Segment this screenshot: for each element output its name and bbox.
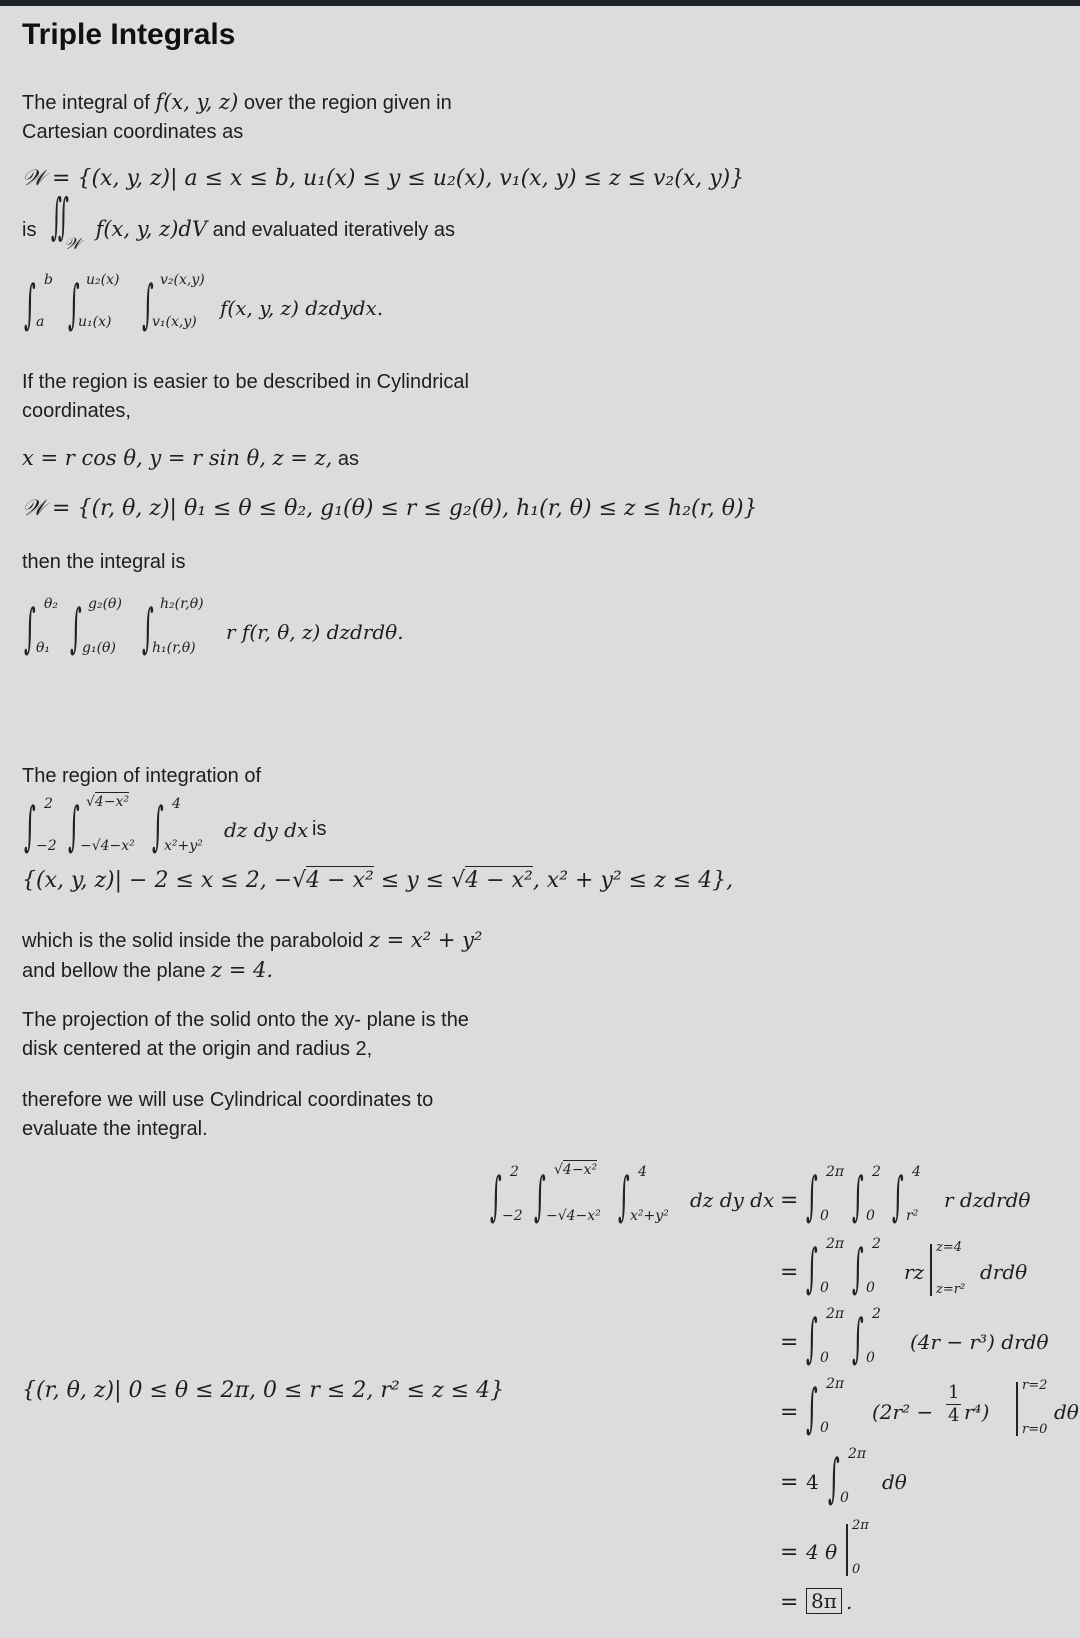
integral-sign: ∫	[141, 274, 154, 337]
lower-limit: v₁(x,y)	[152, 314, 197, 330]
derivation-step-1	[780, 1164, 1076, 1236]
integral-sign: ∫	[23, 598, 36, 661]
projection-line: The projection of the solid onto the xy- plane is the	[22, 1009, 469, 1031]
upper-limit: 2	[44, 796, 53, 812]
intro-function: f(x, y, z)	[155, 90, 239, 114]
upper-limit: 4	[912, 1164, 921, 1180]
eval-upper: r=2	[1022, 1378, 1048, 1393]
upper-limit: g₂(θ)	[88, 596, 122, 612]
integral-sign: ∫	[827, 1448, 840, 1511]
upper-limit: 2π	[826, 1164, 845, 1180]
radicand: 4−x²	[562, 1162, 598, 1178]
eval-upper: 2π	[852, 1518, 869, 1533]
integrand: r dzdrdθ	[944, 1188, 1031, 1212]
lower-limit: h₁(r,θ)	[152, 640, 196, 656]
equals-sign: =	[780, 1470, 799, 1495]
solid-text: which is the solid inside the paraboloid	[22, 930, 364, 952]
integral-sign: ∫	[67, 274, 80, 337]
differentials: dz dy dx	[224, 818, 309, 842]
upper-limit: u₂(x)	[86, 272, 120, 288]
lower-limit: a	[36, 314, 45, 330]
integral-sign: ∫	[23, 274, 36, 337]
integral-sign: ∫	[851, 1166, 864, 1229]
lower-limit: x²+y²	[630, 1208, 669, 1224]
equals-sign: =	[780, 1400, 799, 1425]
upper-limit: 2	[872, 1306, 881, 1322]
derivation-step-6	[780, 1516, 980, 1588]
differentials: dz dy dx	[690, 1188, 775, 1212]
upper-limit: 2	[510, 1164, 519, 1180]
integrand: r f(r, θ, z) dzdrdθ.	[226, 620, 404, 644]
therefore-line: therefore we will use Cylindrical coordinates to	[22, 1089, 434, 1111]
evaluation-bar	[846, 1524, 848, 1576]
derivation-lhs	[488, 1164, 788, 1236]
projection-line: disk centered at the origin and radius 2,	[22, 1038, 373, 1060]
solid-description	[22, 926, 482, 986]
upper-limit: √4−x²	[86, 794, 130, 810]
region-cartesian-eq: 𝒲 = {(x, y, z)| a ≤ x ≤ b, u₁(x) ≤ y ≤ u₂(x), v₁(x, y) ≤ z ≤ v₂(x, y)}	[22, 166, 745, 191]
upper-limit: 4	[638, 1164, 647, 1180]
upper-limit: 2	[872, 1236, 881, 1252]
region-cylindrical-eq: 𝒲 = {(r, θ, z)| θ₁ ≤ θ ≤ θ₂, g₁(θ) ≤ r ≤ g₂(θ), h₁(r, θ) ≤ z ≤ h₂(r, θ)}	[22, 496, 758, 521]
intro-text-2: over the region given in	[243, 92, 452, 114]
lower-limit: g₁(θ)	[82, 640, 116, 656]
integral-sign: ∫	[617, 1166, 630, 1229]
equals-sign: =	[780, 1330, 799, 1355]
derivation-step-7	[780, 1586, 980, 1626]
is-line-post: and evaluated iteratively as	[212, 219, 455, 241]
lower-limit: −2	[502, 1208, 523, 1224]
example-intro: The region of integration of	[22, 765, 262, 787]
integral-sign: ∫	[141, 598, 154, 661]
upper-limit: 2	[872, 1164, 881, 1180]
upper-limit: 2π	[826, 1306, 845, 1322]
upper-limit: 2π	[826, 1376, 845, 1392]
lower-limit: 0	[820, 1420, 829, 1436]
integral-sign: ∫	[151, 796, 164, 859]
eval-lower: z=r²	[936, 1282, 966, 1297]
intro-text-3: Cartesian coordinates as	[22, 121, 244, 143]
integral-sign: ∫	[851, 1308, 864, 1371]
differentials: dθ	[1054, 1400, 1079, 1424]
integral-sign: ∫	[805, 1378, 818, 1441]
lower-limit: r²	[906, 1208, 919, 1224]
integral-sign: ∫	[69, 598, 82, 661]
expression: r⁴)	[964, 1400, 990, 1424]
set-part: {(x, y, z)| − 2 ≤ x ≤ 2, −	[22, 868, 293, 893]
derivation-step-5	[780, 1446, 980, 1518]
eval-lower: r=0	[1022, 1422, 1048, 1437]
cylindrical-transform	[22, 446, 359, 471]
lower-limit: 0	[820, 1280, 829, 1296]
therefore-text	[22, 1086, 433, 1144]
integral-sign: ∫	[533, 1166, 546, 1229]
integral-sign: ∫	[891, 1166, 904, 1229]
integral-sign: ∫	[851, 1238, 864, 1301]
evaluation-bar	[930, 1244, 932, 1296]
coefficient: 4	[806, 1470, 819, 1494]
page-title: Triple Integrals	[22, 18, 236, 51]
derivation-step-4	[780, 1376, 1080, 1448]
double-integral-sign: ∬	[50, 187, 69, 246]
upper-limit: h₂(r,θ)	[160, 596, 204, 612]
derivation-step-3	[780, 1306, 1076, 1378]
then-text: then the integral is	[22, 551, 186, 573]
lower-limit: 0	[866, 1280, 875, 1296]
upper-limit: √4−x²	[554, 1162, 598, 1178]
lower-limit: −2	[36, 838, 57, 854]
lower-limit: 0	[840, 1490, 849, 1506]
lower-limit: 0	[866, 1208, 875, 1224]
transform-equations: x = r cos θ, y = r sin θ, z = z,	[22, 446, 333, 470]
expression: (2r² −	[872, 1400, 934, 1424]
integral-sign: ∫	[805, 1166, 818, 1229]
cylindrical-intro-line: If the region is easier to be described in Cylindrical	[22, 371, 469, 393]
example-set: {(x, y, z)| − 2 ≤ x ≤ 2, −√4 − x² ≤ y ≤ √4 − x², x² + y² ≤ z ≤ 4},	[22, 868, 734, 893]
iterated-integral-cylindrical	[22, 596, 442, 666]
radicand: 4−x²	[94, 794, 130, 810]
integrand: f(x, y, z) dzdydx.	[220, 296, 384, 320]
upper-limit: 2π	[848, 1446, 867, 1462]
differentials: dθ	[882, 1470, 907, 1494]
derivation-step-2	[780, 1236, 1076, 1308]
set-radicand: 4 − x²	[306, 868, 374, 893]
plane-eq: z = 4.	[211, 958, 274, 982]
numerator: 1	[948, 1382, 960, 1403]
lower-limit: 0	[820, 1208, 829, 1224]
lower-limit: u₁(x)	[78, 314, 112, 330]
lower-limit: θ₁	[36, 640, 51, 656]
cylindrical-region-set: {(r, θ, z)| 0 ≤ θ ≤ 2π, 0 ≤ r ≤ 2, r² ≤ z ≤ 4}	[22, 1378, 505, 1403]
expression: rz	[904, 1260, 925, 1284]
differentials: drdθ	[980, 1260, 1028, 1284]
is-line	[22, 187, 455, 253]
intro-paragraph	[22, 88, 452, 147]
is-word: is	[312, 818, 327, 840]
equals-sign: =	[780, 1540, 799, 1565]
equals-sign: =	[780, 1260, 799, 1285]
fraction	[946, 1382, 961, 1427]
cylindrical-intro	[22, 368, 469, 426]
paraboloid-eq: z = x² + y²	[368, 928, 483, 952]
lower-limit: 0	[866, 1350, 875, 1366]
cylindrical-intro-line: coordinates,	[22, 400, 131, 422]
integral-sign: ∫	[805, 1238, 818, 1301]
set-radicand: 4 − x²	[465, 868, 533, 893]
lower-limit: −√4−x²	[80, 838, 135, 854]
equals-sign: =	[780, 1590, 799, 1615]
eval-lower: 0	[852, 1562, 861, 1577]
equals-sign: =	[780, 1188, 799, 1213]
lower-limit: 0	[820, 1350, 829, 1366]
integral-sign: ∫	[23, 796, 36, 859]
example-integral	[22, 796, 362, 868]
period: .	[846, 1590, 853, 1614]
solid-text: and bellow the plane	[22, 960, 206, 982]
upper-limit: v₂(x,y)	[160, 272, 205, 288]
therefore-line: evaluate the integral.	[22, 1118, 208, 1140]
upper-limit: θ₂	[44, 596, 59, 612]
projection-text	[22, 1006, 469, 1064]
evaluation-bar	[1016, 1382, 1018, 1436]
denominator: 4	[948, 1405, 960, 1426]
lower-limit: −√4−x²	[546, 1208, 601, 1224]
double-integral-integrand: f(x, y, z)dV	[95, 217, 208, 241]
lower-limit: x²+y²	[164, 838, 203, 854]
set-part: , x² + y² ≤ z ≤ 4},	[532, 868, 734, 893]
upper-limit: 2π	[826, 1236, 845, 1252]
eval-upper: z=4	[936, 1240, 963, 1255]
integral-sign: ∫	[805, 1308, 818, 1371]
intro-text: The integral of	[22, 92, 150, 114]
is-word: is	[22, 219, 37, 241]
iterated-integral-cartesian	[22, 272, 442, 342]
expression: (4r − r³) drdθ	[910, 1330, 1049, 1354]
set-part: ≤ y ≤	[380, 868, 445, 893]
final-answer: 8π	[806, 1588, 842, 1614]
top-bar	[0, 0, 1080, 6]
upper-limit: 4	[172, 796, 181, 812]
double-integral-region: 𝒲	[64, 234, 81, 253]
integral-sign: ∫	[67, 796, 80, 859]
double-integral	[42, 187, 90, 253]
transform-as: as	[337, 448, 360, 470]
upper-limit: b	[44, 272, 53, 288]
integral-sign: ∫	[489, 1166, 502, 1229]
expression: 4 θ	[806, 1540, 838, 1564]
